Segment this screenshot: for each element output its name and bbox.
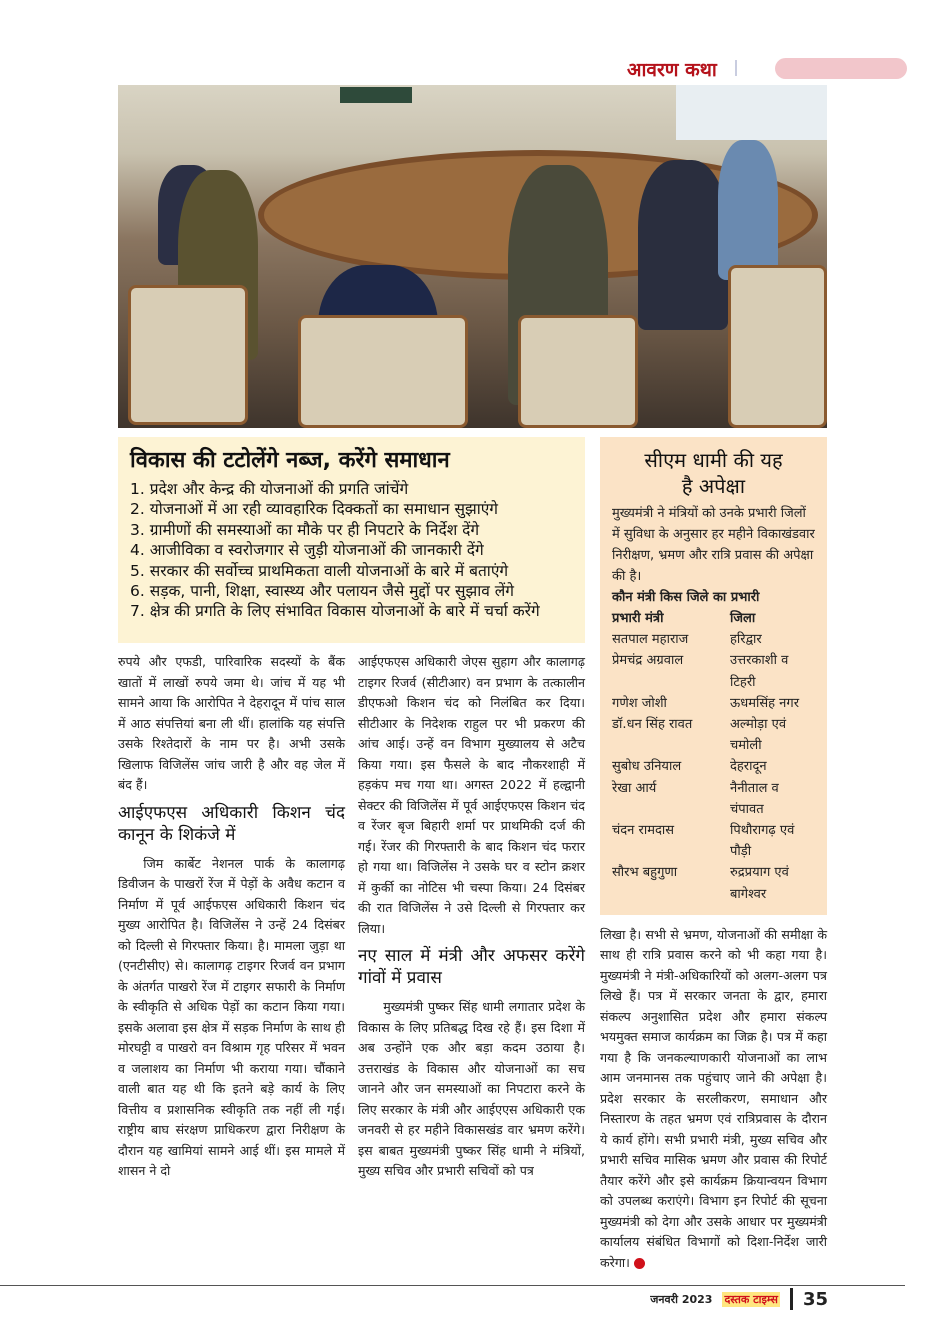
- highlight-item: 3. ग्रामीणों की समस्याओं का मौके पर ही निपटारे के निर्देश देंगे: [130, 520, 480, 539]
- sidebar-box: [600, 437, 827, 915]
- minister-name: सुबोध उनियाल: [612, 759, 682, 775]
- minister-name: चंदन रामदास: [612, 823, 675, 839]
- highlight-item: 7. क्षेत्र की प्रगति के लिए संभावित विकास योजनाओं के बारे में चर्चा करेंगे: [130, 602, 540, 621]
- district-name: रुद्रप्रयाग एवं बागेश्वर: [730, 865, 789, 902]
- table-row: [612, 778, 815, 820]
- table-header: [612, 608, 815, 629]
- table-row: [612, 714, 815, 756]
- highlights-title: विकास की टटोलेंगे नब्ज, करेंगे समाधान: [130, 448, 450, 473]
- end-mark-icon: [634, 1258, 645, 1269]
- district-name: पिथौरागढ़ एवं पौड़ी: [730, 823, 795, 860]
- column-2: [358, 652, 585, 1182]
- district-name: नैनीताल व चंपावत: [730, 780, 779, 817]
- page-number: 35: [802, 1288, 828, 1310]
- highlights-box: [118, 437, 585, 643]
- highlight-item: 4. आजीविका व स्वरोजगार से जुड़ी योजनाओं की जानकारी देंगे: [130, 541, 484, 560]
- minister-name: सतपाल महाराज: [612, 632, 689, 648]
- sidebar-title: [612, 447, 815, 499]
- sidebar-subhead: कौन मंत्री किस जिले का प्रभारी: [612, 590, 760, 605]
- paragraph: रुपये और एफडी, पारिवारिक सदस्यों के बैंक खातों में लाखों रुपये जमा थे। जांच में यह भी सामने आया कि आरोपित ने देहरादून में पांच साल में आठ संपत्तियां बना ली थीं। हालांकि यह संपत्ति उसके रिश्तेदारों के नाम पर है। अभी उसके खिलाफ विजिलेंस जांच जारी है और वह जेल में बंद हैं।: [118, 654, 345, 792]
- paragraph: [600, 925, 827, 1274]
- minister-name: रेखा आर्य: [612, 780, 657, 796]
- sidebar-title-line1: सीएम धामी की यह: [644, 448, 783, 472]
- minister-name: प्रेमचंद्र अग्रवाल: [612, 653, 684, 669]
- right-section: [600, 437, 827, 1273]
- highlight-item: 1. प्रदेश और केन्द्र की योजनाओं की प्रगति जांचेंगे: [130, 480, 409, 498]
- table-row: [612, 650, 815, 692]
- paragraph-text: लिखा है। सभी से भ्रमण, योजनाओं की समीक्षा के साथ ही रात्रि प्रवास करने को भी कहा गया है। मुख्यमंत्री ने मंत्री-अधिकारियों को अलग-अलग पत्र लिखे हैं। पत्र में सरकार जनता के द्वार, हमारा संकल्प अनुशासित प्रदेश और हमारा संकल्प भयमुक्त समाज कार्यक्रम का जिक्र है। पत्र में कहा गया है कि जनकल्याणकारी योजनाओं का लाभ आम जनमानस तक पहुंचाए जाने की अपेक्षा है। प्रदेश सरकार के सरलीकरण, समाधान और निस्तारण के तहत भ्रमण एवं रात्रिप्रवास के दौरान ये कार्य होंगे। सभी प्रभारी मंत्री, मुख्य सचिव और प्रभारी सचिव मासिक भ्रमण और प्रवास की रिपोर्ट तैयार करेंगे और इसे कार्यक्रम क्रियान्वयन विभाग को उपलब्ध कराएंगे। विभाग इन रिपोर्ट की सूचना मुख्यमंत्री को देगा और उसके आधार पर मुख्यमंत्री कार्यालय संबंधित विभागों को दिशा-निर्देश जारी करेगा।: [600, 926, 827, 1270]
- issue-date: जनवरी 2023: [650, 1292, 713, 1306]
- highlight-item: 5. सरकार की सर्वोच्च प्राथमिकता वाली योजनाओं के बारे में बताएंगे: [130, 561, 509, 580]
- column-1: [118, 652, 345, 1182]
- table-row: [612, 693, 815, 714]
- district-name: हरिद्वार: [730, 632, 762, 648]
- col-minister: प्रभारी मंत्री: [612, 611, 664, 626]
- district-name: देहरादून: [730, 759, 767, 775]
- table-row: [612, 820, 815, 862]
- minister-name: गणेश जोशी: [612, 695, 667, 711]
- magazine-logo: दस्तक टाइम्स: [724, 1292, 778, 1306]
- district-name: अल्मोड़ा एवं चमोली: [730, 717, 787, 754]
- minister-table: [612, 629, 815, 905]
- column-3: [600, 925, 827, 1274]
- paragraph: जिम कार्बेट नेशनल पार्क के कालागढ़ डिवीजन के पाखरों रेंज में पेड़ों के अवैध कटान व निर्माण में पूर्व आईफएस अधिकारी किशन चंद मुख्य आरोपित है। विजिलेंस ने उन्हें 24 दिसंबर को दिल्ली से गिरफ्तार किया। है। मामला जुड़ा था (एनटीसीए) से। कालागढ़ टाइगर रिजर्व वन प्रभाग के अंतर्गत पाखरो रेंज में टाइगर सफारी के निर्माण के स्वीकृति से अधिक पेड़ों का कटान किया गया। इसके अलावा इस क्षेत्र में सड़क निर्माण के साथ ही मोरघट्टी व पाखरो वन विश्राम गृह परिसर में भवन व जलाशय का निर्माण भी कराया गया। चौंकाने वाली बात यह थी कि इतने बड़े कार्य के लिए वित्तीय व प्रशासनिक स्वीकृति तक नहीं ली गई। राष्ट्रीय बाघ संरक्षण प्राधिकरण द्वारा निरीक्षण के दौरान यह खामियां सामने आई थीं। इस मामले में शासन ने दो: [118, 855, 345, 1178]
- sidebar-title-line2: है अपेक्षा: [681, 474, 746, 498]
- minister-name: सौरभ बहुगुणा: [612, 865, 678, 881]
- subheading: आईएफएस अधिकारी किशन चंद कानून के शिकंजे में: [118, 802, 345, 845]
- left-columns: [118, 652, 585, 1182]
- district-name: ऊधमसिंह नगर: [730, 695, 800, 711]
- article-body: [118, 0, 827, 1273]
- table-row: [612, 629, 815, 650]
- left-section: [118, 437, 585, 1182]
- highlight-item: 2. योजनाओं में आ रही व्यावहारिक दिक्कतों का समाधान सुझाएंगे: [130, 500, 499, 519]
- table-row: [612, 756, 815, 777]
- subheading: नए साल में मंत्री और अफसर करेंगे गांवों में प्रवास: [358, 946, 585, 988]
- table-row: [612, 862, 815, 904]
- paragraph: आईएफएस अधिकारी जेएस सुहाग और कालागढ़ टाइगर रिजर्व (सीटीआर) वन प्रभाग के तत्कालीन डीएफओ किशन चंद को निलंबित कर दिया। सीटीआर के निदेशक राहुल पर भी प्रकरण की आंच आई। उन्हें वन विभाग मुख्यालय से अटैच किया गया। इस फैसले के बाद नौकरशाही में हड़कंप मच गया था। अगस्त 2022 में हल्द्वानी सेक्टर की विजिलेंस में पूर्व आईएफएस किशन चंद व रेंजर बृज बिहारी शर्मा पर प्राथमिकी दर्ज की गई। रेंजर की गिरफ्तारी के बाद किशन चंद फरार हो गया था। विजिलेंस ने उसके घर व स्टोन क्रशर में कुर्की का नोटिस भी चस्पा किया। 24 दिसंबर की रात विजिलेंस ने उसे दिल्ली से गिरफ्तार कर लिया।: [358, 654, 585, 936]
- minister-name: डॉ.धन सिंह रावत: [612, 717, 693, 733]
- footer-divider: [790, 1288, 793, 1310]
- section-label: आवरण कथा: [627, 59, 717, 81]
- district-name: उत्तरकाशी व टिहरी: [730, 653, 789, 690]
- page-footer: [0, 1285, 905, 1330]
- highlight-item: 6. सड़क, पानी, शिक्षा, स्वास्थ्य और पलायन जैसे मुद्दों पर सुझाव लेंगे: [130, 582, 515, 601]
- paragraph: मुख्यमंत्री पुष्कर सिंह धामी लगातार प्रदेश के विकास के लिए प्रतिबद्ध दिख रहे हैं। इस दिशा में अब उन्होंने एक और बड़ा कदम उठाया है। उत्तराखंड के विकास और योजनाओं का सच जानने और जन समस्याओं का निपटारा करने के लिए सरकार के मंत्री और आईएएस अधिकारी एक जनवरी से हर महीने विकासखंड वार भ्रमण करेंगे। इस बाबत मुख्यमंत्री पुष्कर सिंह धामी ने मंत्रियों, मुख्य सचिव और प्रभारी सचिवों को पत्र: [358, 999, 585, 1178]
- sidebar-intro: मुख्यमंत्री ने मंत्रियों को उनके प्रभारी जिलों में सुविधा के अनुसार हर महीने विकाखंडवार निरीक्षण, भ्रमण और रात्रि प्रवास की अपेक्षा की है।: [612, 506, 815, 584]
- col-district: जिला: [730, 611, 756, 626]
